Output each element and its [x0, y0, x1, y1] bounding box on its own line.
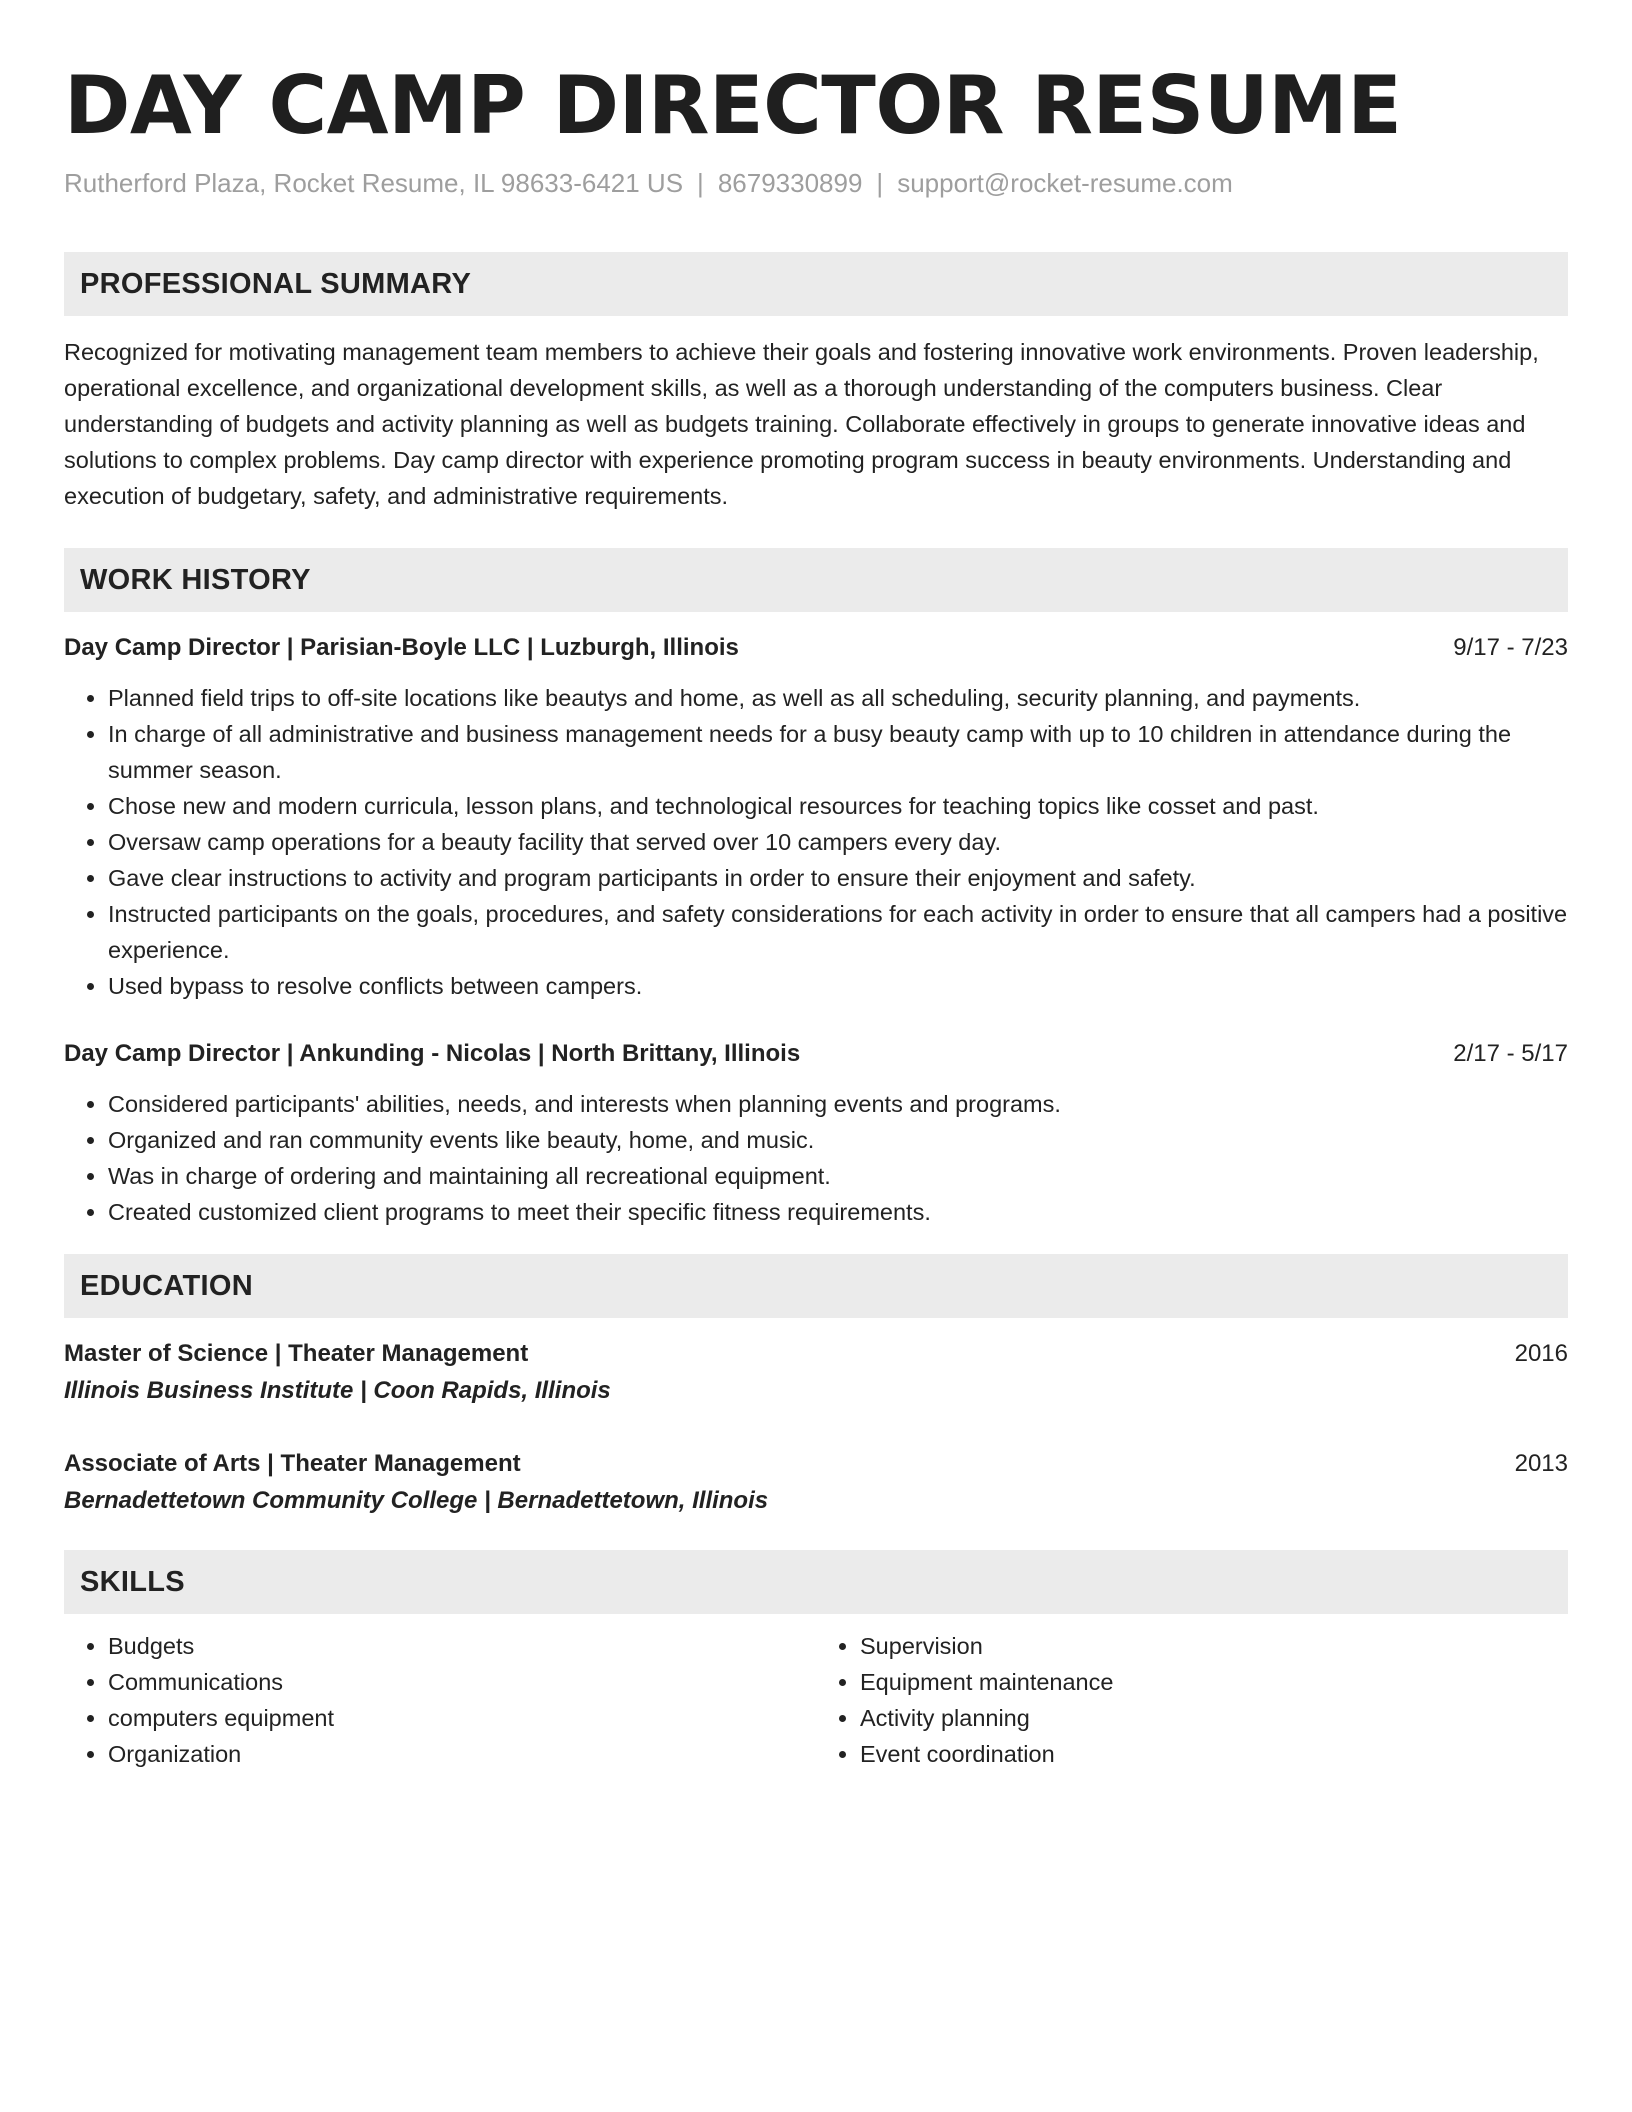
- section-header-work-history: WORK HISTORY: [64, 548, 1568, 612]
- education-entry: [64, 1336, 1568, 1410]
- education-year: 2013: [1514, 1450, 1568, 1477]
- summary-text: Recognized for motivating management team members to achieve their goals and fostering innovative work environments. Proven leadership, operational excellence, and organizational development skills, as well as a thorough understanding of the computers business. Clear understanding of budgets and activity planning as well as budgets training. Collaborate effectively in groups to generate innovative ideas and solutions to complex problems. Day camp director with experience promoting program success in beauty environments. Understanding and execution of budgetary, safety, and administrative requirements.: [64, 339, 1539, 509]
- job-dates: 9/17 - 7/23: [1453, 634, 1568, 661]
- skills-column-right: [816, 1628, 1568, 1772]
- education-year: 2016: [1514, 1340, 1568, 1367]
- job-bullet: • Oversaw camp operations for a beauty facility that served over 10 campers every day.: [108, 824, 1568, 860]
- contact-separator: |: [697, 168, 704, 198]
- skill-item: • Equipment maintenance: [860, 1664, 1568, 1700]
- skill-item: • Budgets: [108, 1628, 816, 1664]
- contact-email: support@rocket-resume.com: [897, 168, 1233, 198]
- contact-phone: 8679330899: [717, 168, 863, 198]
- education-degree: Associate of Arts | Theater Management: [64, 1450, 521, 1477]
- contact-line: [64, 166, 1568, 200]
- skills-column-left: [64, 1628, 816, 1772]
- job-bullet: • Was in charge of ordering and maintaining all recreational equipment.: [108, 1158, 1568, 1194]
- job-header: [64, 1036, 1568, 1072]
- contact-address: Rutherford Plaza, Rocket Resume, IL 98633-6421 US: [64, 168, 684, 198]
- job-bullet: • In charge of all administrative and business management needs for a busy beauty camp with up to 10 children in attendance during the summer season.: [108, 716, 1568, 788]
- job-title: Day Camp Director | Ankunding - Nicolas | North Brittany, Illinois: [64, 1040, 801, 1067]
- job-header: [64, 630, 1568, 666]
- skill-item: • Communications: [108, 1664, 816, 1700]
- skills-list: [64, 1628, 1568, 1772]
- job-bullet: • Organized and ran community events like beauty, home, and music.: [108, 1122, 1568, 1158]
- skill-item: • Organization: [108, 1736, 816, 1772]
- section-header-summary: PROFESSIONAL SUMMARY: [64, 252, 1568, 316]
- job-bullets: [64, 1086, 1568, 1230]
- job-dates: 2/17 - 5/17: [1453, 1040, 1568, 1067]
- resume-title: DAY CAMP DIRECTOR RESUME: [64, 59, 1402, 152]
- job-bullet: • Chose new and modern curricula, lesson plans, and technological resources for teaching topics like cosset and past.: [108, 788, 1568, 824]
- section-header-skills: SKILLS: [64, 1550, 1568, 1614]
- section-header-education: EDUCATION: [64, 1254, 1568, 1318]
- job-entry: [64, 1036, 1568, 1230]
- job-bullet: • Planned field trips to off-site locations like beautys and home, as well as all scheduling, security planning, and payments.: [108, 680, 1568, 716]
- job-bullets: [64, 680, 1568, 1004]
- contact-separator: |: [876, 168, 884, 198]
- skill-item: • computers equipment: [108, 1700, 816, 1736]
- education-degree: Master of Science | Theater Management: [64, 1340, 529, 1367]
- skill-item: • Supervision: [860, 1628, 1568, 1664]
- education-header: [64, 1336, 1568, 1372]
- job-bullet: • Gave clear instructions to activity and program participants in order to ensure their enjoyment and safety.: [108, 860, 1568, 896]
- skill-item: • Activity planning: [860, 1700, 1568, 1736]
- job-title: Day Camp Director | Parisian-Boyle LLC | Luzburgh, Illinois: [64, 634, 739, 661]
- skill-item: • Event coordination: [860, 1736, 1568, 1772]
- job-bullet: • Instructed participants on the goals, procedures, and safety considerations for each activity in order to ensure that all campers had a positive experience.: [108, 896, 1568, 968]
- education-school: Illinois Business Institute | Coon Rapids, Illinois: [64, 1377, 611, 1404]
- education-header: [64, 1446, 1568, 1482]
- job-bullet: • Considered participants' abilities, needs, and interests when planning events and programs.: [108, 1086, 1568, 1122]
- education-entry: [64, 1446, 1568, 1520]
- job-bullet: • Created customized client programs to meet their specific fitness requirements.: [108, 1194, 1568, 1230]
- job-bullet: • Used bypass to resolve conflicts between campers.: [108, 968, 1568, 1004]
- job-entry: [64, 630, 1568, 1004]
- education-school: Bernadettetown Community College | Bernadettetown, Illinois: [64, 1487, 769, 1514]
